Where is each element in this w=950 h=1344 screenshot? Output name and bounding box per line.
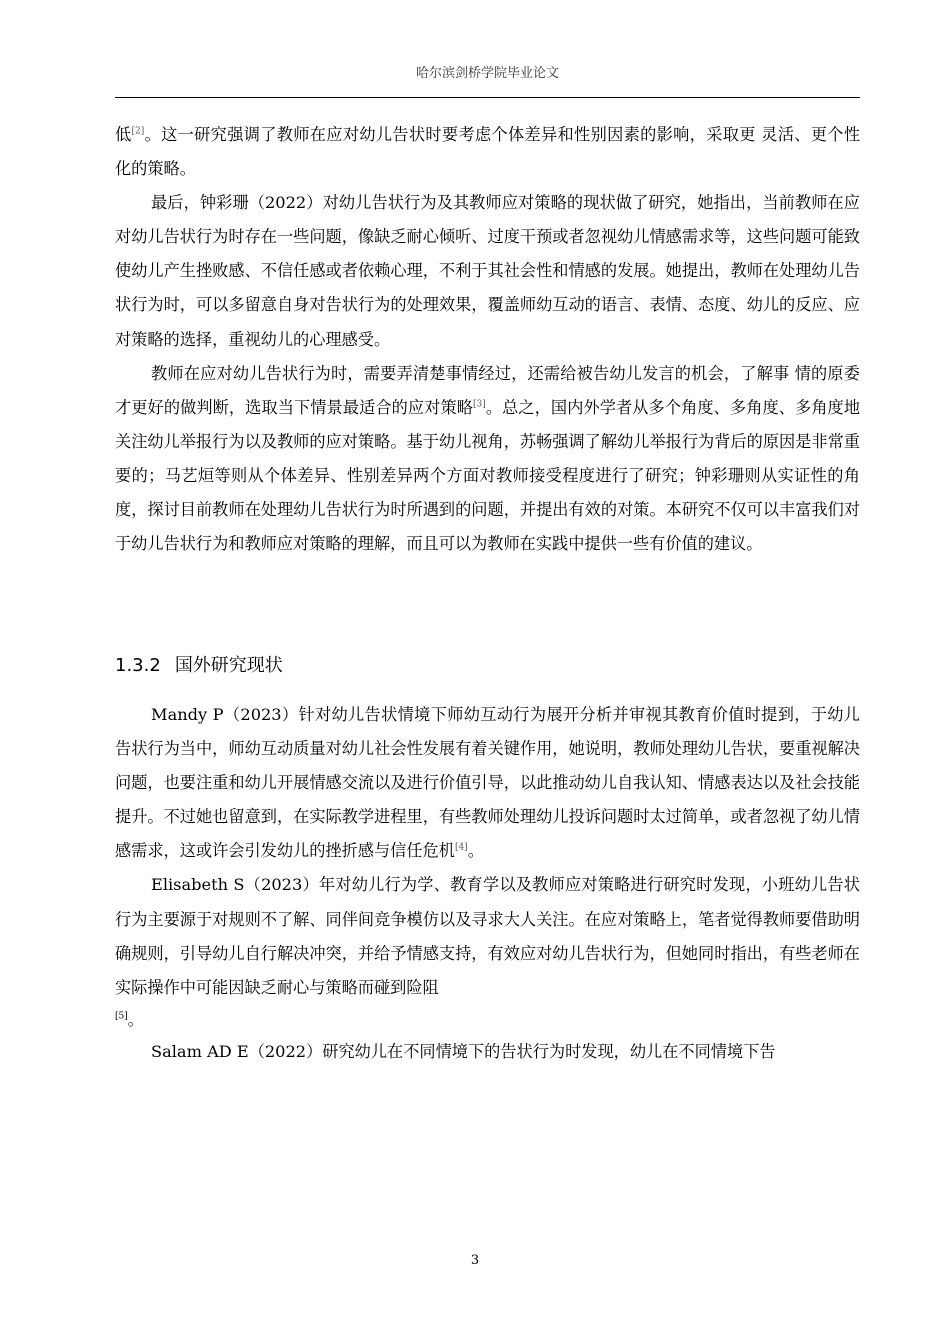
header-rule <box>115 97 860 98</box>
paragraph: 最后，钟彩珊（2022）对幼儿告状行为及其教师应对策略的现状做了研究，她指出，当前教师在应对幼儿告状行为时存在一些问题，像缺乏耐心倾听、过度干预或者忽视幼儿情感需求等，这些问题可能致使幼儿产生挫败感、不信任感或者依赖心理，不利于其社会性和情感的发展。她提出，教师在处理幼儿告状行为时，可以多留意自身对告状行为的处理效果，覆盖师幼互动的语言、表情、态度、幼儿的反应、应对策略的选择，重视幼儿的心理感受。 <box>115 193 860 349</box>
paragraph-text: 。 <box>467 841 484 861</box>
citation: [4] <box>454 842 468 853</box>
section-body-foreign <box>115 698 860 1069</box>
paragraph: Salam AD E（2022）研究幼儿在不同情境下的告状行为时发现，幼儿在不同情境下告 <box>151 1041 776 1061</box>
paragraph-text: Mandy P（2023）针对幼儿告状情境下师幼互动行为展开分析并审视其教育价值时提到，于幼儿告状行为当中，师幼互动质量对幼儿社会性发展有着关键作用，她说明，教师处理幼儿告状，要重视解决问题，也要注重和幼儿开展情感交流以及进行价值引导，以此推动幼儿自我认知、情感表达以及社会技能提升。不过她也留意到，在实际教学进程里，有些教师处理幼儿投诉问题时太过简单，或者忽视了幼儿情感需求，这或许会引发幼儿的挫折感与信任危机 <box>115 705 860 861</box>
citation: [2] <box>131 126 145 137</box>
paragraph-text: 低 <box>115 125 132 144</box>
section-body-domestic <box>115 118 860 561</box>
paragraph-text: 。总之，国内外学者从多个角度、多角度、多角度地关注幼儿举报行为以及教师的应对策略。基于幼儿视角，苏畅强调了解幼儿举报行为背后的原因是非常重要的；马艺烜等则从个体差异、性别差异两个方面对教师接受程度进行了研究；钟彩珊则从实证性的角度，探讨目前教师在处理幼儿告状行为时所遇到的问题，并提出有效的对策。本研究不仅可以丰富我们对于幼儿告状行为和教师应对策略的理解，而且可以为教师在实践中提供一些有价值的建议。 <box>115 397 861 554</box>
section-title: 国外研究现状 <box>174 655 283 676</box>
paragraph <box>115 698 860 868</box>
page-header: 哈尔滨剑桥学院毕业论文 <box>415 66 559 81</box>
paragraph <box>115 357 860 562</box>
paragraph: Elisabeth S（2023）年对幼儿行为学、教育学以及教师应对策略进行研究时发现，小班幼儿告状行为主要源于对规则不了解、同伴间竞争模仿以及寻求大人关注。在应对策略上，笔者觉得教师要借助明确规则，引导幼儿自行解决冲突，并给予情感支持，有效应对幼儿告状行为，但她同时指出，有些老师在实际操作中可能因缺乏耐心与策略而碰到险阻 <box>115 875 860 997</box>
citation: [3] <box>473 399 486 410</box>
paragraph-text: 教师在应对幼儿告状行为时，需要弄清楚事情经过，还需给被告幼儿发言的机会，了解事 情的原委才更好的做判断，选取当下情景最适合的应对策略 <box>115 363 860 417</box>
citation: [5] <box>115 1011 128 1022</box>
section-number: 1.3.2 <box>115 655 161 676</box>
paragraph-text: 。这一研究强调了教师在应对幼儿告状时要考虑个体差异和性别因素的影响，采取更 灵活、更个性化的策略。 <box>115 125 860 179</box>
citation-line <box>115 1005 860 1035</box>
paragraph-text: 。 <box>127 1009 144 1029</box>
page-number: 3 <box>470 1253 480 1268</box>
section-heading <box>115 651 283 677</box>
paragraph <box>115 118 860 186</box>
